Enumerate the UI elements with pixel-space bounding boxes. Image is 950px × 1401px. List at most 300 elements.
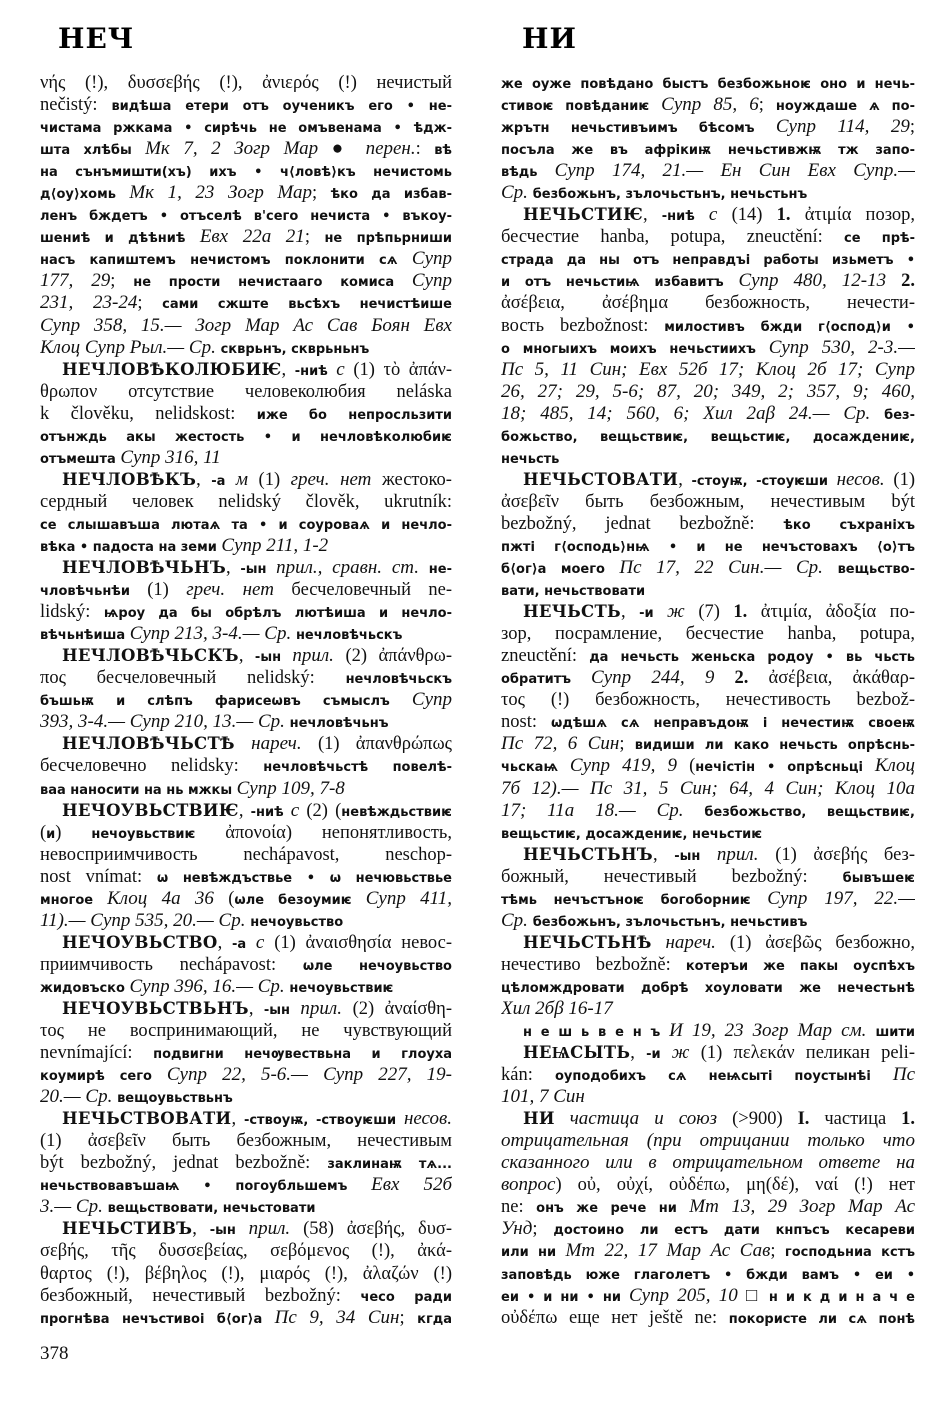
church-slavonic-segment: се слышавъша лютаѧ та • и соуроваѧ и нечло- <box>40 517 452 533</box>
citation-segment: Пс 5, 11 Син; Евх 52б 17; Клоц 2б 17; Супр <box>501 358 915 380</box>
entry-line <box>40 1064 452 1086</box>
entry-line <box>40 381 452 403</box>
text-segment: ἀσέβεια, ἀκάθαρ- <box>768 668 915 689</box>
citation-segment: Супр 316, 11 <box>120 446 221 468</box>
entry-line <box>501 248 915 270</box>
entry-line <box>40 1152 452 1174</box>
church-slavonic-segment: тѣмь нечъстъноѥ богоборниѥ <box>501 892 768 908</box>
church-slavonic-segment: жидовъско <box>40 980 130 996</box>
citation-segment: Мк 1, 23 Зогр Мар <box>129 182 312 204</box>
entry-line <box>40 116 452 138</box>
church-slavonic-segment: не- <box>428 562 452 578</box>
citation-segment: 393, 3-4.— Супр 210, 13.— Ср. <box>40 711 290 733</box>
text-segment: (58) ἀσεβής, δυσ- <box>303 1219 452 1240</box>
citation-segment: 17; 11а 18.— Ср. <box>501 799 705 821</box>
church-slavonic-segment: н е ш ь в е н ъ <box>523 1025 670 1041</box>
church-slavonic-segment: -ниѣ <box>294 363 337 379</box>
church-slavonic-segment: невѣждьствиѥ <box>341 804 452 820</box>
church-slavonic-segment: чьскаѩ <box>501 760 570 776</box>
headword: НЕЧЬСТВОВАТИ <box>62 1109 232 1129</box>
text-segment: бесчеловечно nelidsky: <box>40 756 264 777</box>
text-segment: вость bezbožnost: <box>501 315 665 336</box>
text-segment: ; <box>110 271 134 292</box>
text-segment: , <box>281 359 295 380</box>
entry-line <box>40 910 452 932</box>
church-slavonic-segment: вѣчьнѣиша <box>40 628 130 644</box>
text-segment: θρωπον отсутствие человеколюбия neláska <box>40 381 452 402</box>
entry-line <box>40 954 452 976</box>
entry-line-start <box>501 1108 915 1130</box>
text-segment: невосприимчивость nechápavost, neschop- <box>40 844 452 865</box>
text-segment: σεβής, τῆς δυσσεβείας, σεβόμενος (!), ἀκά- <box>40 1241 452 1262</box>
text-segment: нечистый <box>376 73 452 93</box>
text-segment: (1) ἀναισθησία невос- <box>274 932 452 953</box>
headword: НЕЧЛОВѢЧЬСТѢ <box>62 734 235 754</box>
citation-segment: Супр 411, <box>365 887 452 909</box>
entry-line <box>40 535 452 557</box>
church-slavonic-segment: вещоувьствьнъ <box>117 1091 233 1107</box>
entry-line <box>40 1240 452 1262</box>
church-slavonic-segment: цѣломждровати добрѣ хоуловати же нечестьнѣ <box>501 980 915 996</box>
church-slavonic-segment: б⟨ог⟩а моего <box>501 562 620 578</box>
headword: НЕЧЬСТЬНЪ <box>523 844 653 864</box>
church-slavonic-segment: еи • и ни • ни <box>501 1289 629 1305</box>
citation-segment: Мт 22, 17 Мар Ас Сав <box>565 1240 771 1262</box>
citation-segment: Мк 7, 2 Зогр Мар ● перен. <box>145 138 416 160</box>
headword: НЕЧОУВЬСТВИѤ <box>62 800 239 820</box>
text-segment: ἀσεβεῖν быть безбожным, нечестивым být <box>501 491 915 512</box>
church-slavonic-segment: вѣдь <box>501 165 555 181</box>
text-segment: бесчестие hanba, potupa, zneuctění: <box>501 227 845 248</box>
entry-line <box>40 447 452 469</box>
church-slavonic-segment: и отъ нечьстиѩ избавитъ <box>501 275 739 291</box>
church-slavonic-segment: чесо ради <box>360 1289 452 1305</box>
church-slavonic-segment: ѡле нечоувьство <box>302 958 452 974</box>
citation-segment: Евх 52б <box>371 1174 452 1196</box>
entry-line <box>501 667 915 689</box>
church-slavonic-segment: о многыихъ моихъ нечьстиихъ <box>501 341 769 357</box>
entry-line <box>40 1020 452 1042</box>
headword: НЕЧЛОВѢЧЬСКЪ <box>62 646 239 666</box>
church-slavonic-segment: безбожьнъ, зълочьстьнъ, нечьстьнъ <box>532 187 808 203</box>
text-segment: (1) πελεκάν пеликан peli- <box>700 1043 915 1064</box>
text-segment: ; <box>304 227 325 248</box>
church-slavonic-segment: сами сжште вьсѣхъ нечистѣише <box>162 297 452 313</box>
text-segment: τος (!) безбожность, нечестивость bezbož- <box>501 690 915 711</box>
headword: НЕЧЬСТИѤ <box>523 205 643 225</box>
citation-segment: Супр 109, 7-8 <box>236 777 345 799</box>
citation-segment: частица и союз <box>569 1108 733 1130</box>
text-segment: ; <box>619 734 635 755</box>
text-segment: ( <box>228 888 235 909</box>
text-segment: ; <box>137 293 163 314</box>
entry-line <box>501 116 915 138</box>
entry-line <box>501 579 915 601</box>
church-slavonic-segment: нечьствовавъшаѩ • погоубльшемъ <box>40 1179 372 1195</box>
citation-segment: 20.— Ср. <box>40 1086 118 1108</box>
text-segment: , <box>248 998 264 1019</box>
church-slavonic-segment: не прости нечистааго комиса <box>133 275 412 291</box>
church-slavonic-segment: достоино ли естъ дати кнпъсъ кесареви <box>553 1223 915 1239</box>
headword: НЕЧЬСТЬ <box>523 602 621 622</box>
church-slavonic-segment: видиши ли како нечьсть опрѣснь- <box>634 738 915 754</box>
church-slavonic-segment: безбожьство, вещьствиѥ, <box>704 804 915 820</box>
entry-line <box>40 579 452 601</box>
text-segment: τος не воспринимающий, не чувствующий <box>40 1021 452 1042</box>
entry-line <box>501 800 915 822</box>
text-segment: (2) ἀναίσθη- <box>352 998 452 1019</box>
text-segment: k člověku, nelidskost: <box>40 403 257 424</box>
text-segment: ἀτιμία позор, <box>804 205 915 226</box>
text-segment: (1) ἀσεβῶς безбожно, <box>729 932 915 953</box>
church-slavonic-segment: ѩроу да бы обрѣлъ лютѣиша и нечло- <box>103 606 452 622</box>
text-segment <box>235 734 251 754</box>
church-slavonic-segment: н и к д и н а ч е <box>768 1289 915 1305</box>
text-segment: θαρτος (!), βέβηλος (!), μιαρός (!), ἀλαζών (!) <box>40 1263 452 1284</box>
text-segment: ; <box>770 1241 785 1262</box>
citation-segment: с <box>336 358 354 380</box>
church-slavonic-segment: божьство, вещьствиѥ, вещьстиѥ, досаждениѥ, <box>501 429 915 445</box>
church-slavonic-segment: коумирѣ сего <box>40 1069 167 1085</box>
text-segment: (1) ἀσεβής без- <box>775 844 915 865</box>
entry-line <box>40 226 452 248</box>
headword: НИ <box>523 1109 555 1129</box>
citation-segment: Супр 211, 1-2 <box>221 534 329 556</box>
citation-segment: 231, 23-24 <box>40 292 138 314</box>
entry-line <box>501 866 915 888</box>
church-slavonic-segment: милостивъ бжди г⟨оспод⟩и • <box>664 319 915 335</box>
entry-line <box>40 160 452 182</box>
entry-line <box>501 1263 915 1285</box>
church-slavonic-segment: покористе ли сѧ понѣ <box>728 1311 915 1327</box>
text-segment: (1) τὸ ἀπάν- <box>353 359 452 380</box>
entry-line <box>40 513 452 535</box>
church-slavonic-segment: -ниѣ <box>661 209 709 225</box>
church-slavonic-segment: нечьсть <box>501 451 560 467</box>
entry-line-start <box>40 998 452 1020</box>
text-segment: приимчивость nechápavost: <box>40 954 303 975</box>
citation-segment: 177, 29 <box>40 270 111 292</box>
church-slavonic-segment: вати, нечьствовати <box>501 584 646 600</box>
entry-line <box>501 910 915 932</box>
right-column <box>501 72 915 1329</box>
church-slavonic-segment: заклинаѭ тѧ... <box>327 1157 452 1173</box>
church-slavonic-segment: нечловѣчьскъ <box>295 628 403 644</box>
text-segment: zneuctění: <box>501 646 590 667</box>
church-slavonic-segment: оуподобихъ сѧ неѩсыті поустынѣі <box>554 1069 893 1085</box>
text-segment: οὐδέπω еще нет ještě ne: <box>501 1307 729 1328</box>
text-segment: ; <box>909 117 915 138</box>
entry-line <box>40 491 452 513</box>
church-slavonic-segment: страда да ны отъ неправдъі работы изьметъ • <box>501 253 915 269</box>
church-slavonic-segment: нечоувьствиѥ <box>91 826 226 842</box>
entry-line <box>40 689 452 711</box>
church-slavonic-segment: же оуже повѣдано быстъ безбожьноѥ оно и нечь- <box>501 77 915 92</box>
church-slavonic-segment: -и <box>639 606 668 622</box>
church-slavonic-segment: -а <box>232 936 256 952</box>
citation-segment: 7б 12).— Пс 31, 5 Син; 64, 4 Син; Клоц 10а <box>501 777 915 799</box>
citation-segment: Супр 22, 5-6.— Супр 227, 19- <box>166 1064 452 1086</box>
text-segment: (7) <box>698 602 734 623</box>
entry-line <box>40 138 452 160</box>
text-segment: (1) <box>258 469 291 490</box>
sense-number: 1. <box>776 205 805 226</box>
text-segment: ἀπονοία) непонятливость, <box>225 822 452 843</box>
text-segment: жестоко- <box>382 469 452 490</box>
entry-line <box>501 557 915 579</box>
headword: НЕЧЬСТОВАТИ <box>523 469 679 489</box>
citation-segment: Пс 17, 22 Син.— Ср. <box>619 557 838 579</box>
citation-segment: 18; 485, 14; 560, 6; Хил 2аβ 24.— Ср. <box>501 402 885 424</box>
citation-segment: Супр 530, 2-3.— <box>768 336 915 358</box>
church-slavonic-segment: ленъ бждетъ • отъселѣ в'сего нечиста • въкоу- <box>40 209 452 225</box>
citation-segment: Хил 2бβ 16-17 <box>501 997 613 1019</box>
citation-segment: Ср. <box>501 182 533 204</box>
church-slavonic-segment: без- <box>884 407 915 423</box>
church-slavonic-segment: -стоуѭ, -стоуѥши <box>691 473 837 489</box>
church-slavonic-segment: иже бо непросльзити <box>256 407 452 423</box>
citation-segment: Супр <box>411 689 452 711</box>
citation-segment: Супр 85, 6 <box>661 94 759 116</box>
entry-line <box>501 447 915 469</box>
citation-segment: Пс 72, 6 Син <box>501 733 620 755</box>
entry-line <box>40 403 452 425</box>
citation-segment: Супр 480, 12-13 <box>738 270 902 292</box>
text-segment: (2) ( <box>306 800 342 821</box>
church-slavonic-segment: котеръи же пакы оуспѣхъ <box>685 958 915 974</box>
entry-line <box>40 866 452 888</box>
church-slavonic-segment: скврьнъ, скврьньнъ <box>220 341 370 357</box>
text-segment <box>652 933 666 953</box>
church-slavonic-segment: нечловѣчьнъ <box>289 716 389 732</box>
entry-line <box>40 72 452 94</box>
text-segment: безбожный, нечестивый bezbožný: <box>40 1285 361 1306</box>
citation-segment: Супр 197, 22.— <box>767 887 915 909</box>
church-slavonic-segment: се прѣ- <box>844 231 915 247</box>
text-segment: нечестиво bezbožně: <box>501 954 686 975</box>
citation-segment: Пс 9, 34 Син <box>274 1306 400 1328</box>
church-slavonic-segment: не прѣпьрниши <box>324 231 452 247</box>
entry-line <box>501 337 915 359</box>
church-slavonic-segment: ѡле безоумиѥ <box>234 892 366 908</box>
citation-segment: Клоц <box>874 755 915 777</box>
entry-line <box>501 888 915 910</box>
headword: НЕЧЛОВѢЧЬНЪ <box>62 558 227 578</box>
citation-segment: сказанного или в отрицательном ответе на <box>501 1152 915 1174</box>
church-slavonic-segment: отъмешта <box>40 451 121 467</box>
text-segment: божный, нечестивый bezbožný: <box>501 866 843 887</box>
text-segment: nost vnímat: <box>40 866 157 887</box>
church-slavonic-segment: вѣка • падоста на земи <box>40 539 222 555</box>
entry-line <box>501 1196 915 1218</box>
text-segment: , <box>231 1109 244 1130</box>
church-slavonic-segment: -а <box>211 473 236 489</box>
citation-segment: Пс <box>892 1064 915 1086</box>
entry-line <box>501 1130 915 1152</box>
entry-line <box>40 182 452 204</box>
text-segment: □ <box>746 1285 769 1306</box>
text-segment: (1) <box>147 580 187 601</box>
headword: НЕЧЛОВѢКОЛЮБИѤ <box>62 359 282 379</box>
church-slavonic-segment: господьниа кстъ <box>784 1245 915 1261</box>
entry-line <box>40 888 452 910</box>
entry-line <box>40 1174 452 1196</box>
entry-line <box>40 822 452 844</box>
entry-line <box>40 1307 452 1329</box>
citation-segment: Супр 114, 29 <box>775 116 910 138</box>
text-segment <box>555 1109 570 1129</box>
entry-line <box>501 822 915 844</box>
entry-line <box>40 778 452 800</box>
church-slavonic-segment: ѡдѣшѧ сѧ неправъдоѭ і нечестиѭ своеѭ <box>551 716 915 732</box>
entry-line <box>501 1240 915 1262</box>
church-slavonic-segment: -ын <box>240 562 277 578</box>
text-segment: частица <box>824 1109 902 1130</box>
citation-segment: ж <box>667 601 699 623</box>
church-slavonic-segment: онъ же рече ни <box>536 1201 690 1217</box>
entry-line-start <box>501 469 915 491</box>
entry-line <box>40 337 452 359</box>
text-segment: ; <box>532 1219 554 1240</box>
church-slavonic-segment: многое <box>40 892 108 908</box>
citation-segment: несов. <box>403 1108 452 1130</box>
text-segment: , <box>642 205 662 226</box>
church-slavonic-segment: -ствоуѭ, -ствоуѥши <box>243 1113 404 1129</box>
entry-line <box>40 315 452 337</box>
entry-line <box>501 1064 915 1086</box>
entry-line <box>501 138 915 160</box>
church-slavonic-segment: -ын <box>263 1002 301 1018</box>
citation-segment: 11).— Супр 535, 20.— Ср. <box>40 909 251 931</box>
citation-segment: Супр <box>411 270 452 292</box>
citation-segment: прил., сравн. ст. <box>276 557 429 579</box>
citation-segment: прил. <box>292 645 346 667</box>
sense-number: 1. <box>733 602 761 623</box>
church-slavonic-segment: -ниѣ <box>250 804 291 820</box>
entry-line <box>40 204 452 226</box>
entry-line <box>501 1152 915 1174</box>
text-segment: , <box>652 844 675 865</box>
citation-segment: вопрос <box>501 1174 556 1196</box>
text-segment: bezbožný, jednat bezbožně: <box>501 513 784 534</box>
church-slavonic-segment: кгда <box>417 1311 452 1327</box>
church-slavonic-segment: на сънъмишти(хъ) ихъ • ч⟨ловѣ⟩къ нечистомь <box>40 165 452 181</box>
entry-line <box>501 976 915 998</box>
left-column <box>40 72 452 1329</box>
text-segment: ; <box>758 95 776 116</box>
church-slavonic-segment: нечловѣчьстѣ повелѣ- <box>263 760 452 776</box>
church-slavonic-segment: прогнѣва нечъстивоі б⟨ог⟩а <box>40 1311 275 1327</box>
entry-line <box>40 270 452 292</box>
headword: НЕЧОУВЬСТВО <box>62 932 218 952</box>
citation-segment: Супр <box>411 248 452 270</box>
entry-line <box>501 778 915 800</box>
entry-line <box>501 535 915 557</box>
citation-segment: Супр 358, 15.— Зогр Мар Ас Сав Боян Евх <box>40 314 452 336</box>
citation-segment: Супр 213, 3-4.— Ср. <box>129 623 296 645</box>
text-segment: ) <box>55 822 92 843</box>
entry-line <box>501 94 915 116</box>
church-slavonic-segment: ѣко съхраніхъ <box>783 517 915 533</box>
entry-line <box>40 1263 452 1285</box>
text-segment: сердный человек nelidský člověk, ukrutník: <box>40 491 452 512</box>
entry-line <box>40 1130 452 1152</box>
citation-segment: нареч. <box>665 931 730 953</box>
church-slavonic-segment: да нечьсть женьска родоу • вь чьсть <box>589 650 915 666</box>
text-segment: , <box>192 1219 210 1240</box>
citation-segment: прил. <box>248 1218 304 1240</box>
entry-line <box>40 976 452 998</box>
text-segment: , <box>620 602 640 623</box>
text-segment: nečistý: <box>40 95 112 116</box>
entry-line <box>501 425 915 447</box>
entry-line-start <box>501 844 915 866</box>
entry-line <box>501 182 915 204</box>
church-slavonic-segment: шити <box>875 1025 915 1041</box>
text-segment: νής (!), δυσσεβής (!), ἀνιερός (!) <box>40 73 377 93</box>
entry-line-start <box>40 645 452 667</box>
text-segment: kán: <box>501 1065 555 1086</box>
entry-line <box>40 292 452 314</box>
entry-line-start <box>501 601 915 623</box>
citation-segment: с <box>290 799 307 821</box>
church-slavonic-segment: посъла же въ афрікиѭ нечьстивжѭ тж запо- <box>501 143 915 159</box>
citation-segment: И 19, 23 Зогр Мар см. <box>669 1020 876 1042</box>
church-slavonic-segment: ѣко да избав- <box>330 187 452 203</box>
entry-line <box>501 755 915 777</box>
church-slavonic-segment: ѡ невѣждъствье • ѡ нечювьствье <box>156 870 452 886</box>
entry-line <box>40 601 452 623</box>
text-segment: být bezbožný, jednat bezbožně: <box>40 1153 328 1174</box>
entry-line <box>501 711 915 733</box>
church-slavonic-segment: отънждь акы жестость • и нечловѣколюбиѥ <box>40 429 452 445</box>
text-segment: nost: <box>501 712 552 733</box>
entry-line <box>501 689 915 711</box>
entry-line <box>40 1042 452 1064</box>
church-slavonic-segment: бъшьѭ и слѣпъ фарисеѡвъ съмыслъ <box>40 694 412 710</box>
text-segment: (2) ἀπάνθρω- <box>345 646 452 667</box>
church-slavonic-segment: -ын <box>209 1223 249 1239</box>
church-slavonic-segment: заповѣдь юже глаголетъ • бжди вамъ • еи • <box>501 1267 915 1283</box>
page-number: 378 <box>40 1343 69 1364</box>
church-slavonic-segment: шта хлѣбы <box>40 143 146 159</box>
entry-line <box>40 1196 452 1218</box>
sense-number: 2. <box>734 668 769 689</box>
text-segment: , <box>630 1043 647 1064</box>
entry-line-start <box>40 1108 452 1130</box>
entry-line <box>501 1218 915 1240</box>
entry-line-start <box>40 733 452 755</box>
church-slavonic-segment: вещьстиѥ, досаждениѥ, нечьстиѥ <box>501 826 763 842</box>
citation-segment: прил. <box>716 843 776 865</box>
citation-segment: Супр 205, 10 <box>628 1284 747 1306</box>
entry-line <box>501 998 915 1020</box>
headword: НЕЧЛОВѢКЪ <box>62 469 197 489</box>
entry-line <box>40 711 452 733</box>
church-slavonic-segment: чловѣчьнѣи <box>40 584 148 600</box>
church-slavonic-segment: нечоувьствиѥ <box>289 980 394 996</box>
sense-number: 2. <box>901 271 915 292</box>
church-slavonic-segment: стивоѥ повѣданиѥ <box>501 99 662 115</box>
entry-line-start <box>40 557 452 579</box>
entry-line-start <box>40 1218 452 1240</box>
text-segment: ; <box>311 183 331 204</box>
text-segment: ) οὐ, οὐχί, οὐδέπω, μη(δέ), ναί (!) нет <box>555 1175 915 1196</box>
entry-line-start <box>40 469 452 491</box>
sense-number: I. <box>797 1109 825 1130</box>
church-slavonic-segment: пжті г⟨осподь⟩нѩ • и не нечъстовахъ ⟨о⟩тъ <box>501 539 915 555</box>
text-segment: , <box>196 469 212 490</box>
